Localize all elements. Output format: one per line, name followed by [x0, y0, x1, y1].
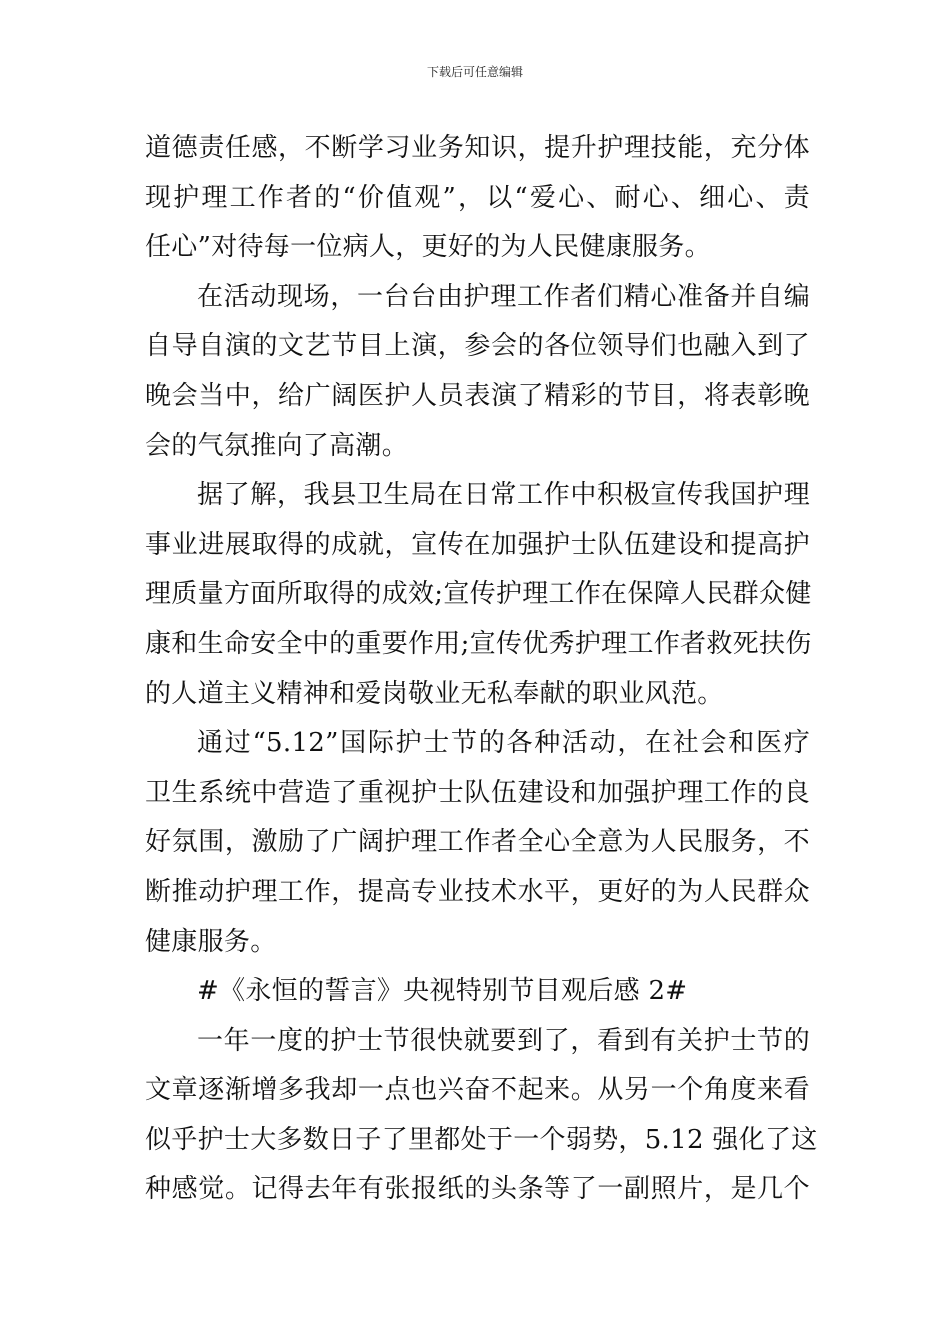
paragraph [145, 124, 810, 273]
text-line: 康和生命安全中的重要作用;宣传优秀护理工作者救死扶伤 [145, 628, 812, 659]
text-line: 道德责任感，不断学习业务知识，提升护理技能，充分体 [145, 133, 810, 163]
text-line: 自导自演的文艺节目上演，参会的各位领导们也融入到了 [145, 331, 810, 362]
text-line: 理质量方面所取得的成效;宣传护理工作在保障人民群众健 [145, 579, 812, 610]
page-header: 下载后可任意编辑 [426, 65, 523, 79]
text-line: 文章逐渐增多我却一点也兴奋不起来。从另一个角度来看 [145, 1075, 810, 1106]
text-line: 断推动护理工作，提高专业技术水平，更好的为人民群众 [145, 876, 810, 907]
paragraph [145, 273, 810, 471]
text-line: 健康服务。 [145, 926, 277, 957]
text-line: 似乎护士大多数日子了里都处于一个弱势，5.12 强化了这 [145, 1124, 818, 1155]
text-line: 好氛围，激励了广阔护理工作者全心全意为人民服务，不 [145, 827, 810, 858]
text-line: 的人道主义精神和爱岗敬业无私奉献的职业风范。 [145, 678, 724, 709]
text-line: 在活动现场，一台台由护理工作者们精心准备并自编 [197, 281, 810, 312]
paragraph [145, 1017, 818, 1215]
text-line: 据了解，我县卫生局在日常工作中积极宣传我国护理 [197, 480, 810, 511]
text-line: 任心”对待每一位病人，更好的为人民健康服务。 [145, 232, 711, 263]
paragraph [145, 967, 810, 1017]
text-line: #《永恒的誓言》央视特别节目观后感 2# [197, 976, 688, 1007]
paragraph [145, 719, 810, 967]
text-line: 通过“5.12”国际护士节的各种活动，在社会和医疗 [197, 728, 810, 759]
text-line: 一年一度的护士节很快就要到了，看到有关护士节的 [197, 1025, 810, 1056]
paragraph [145, 471, 810, 719]
text-line: 现护理工作者的“价值观”，以“爱心、耐心、细心、责 [145, 182, 810, 213]
text-line: 卫生系统中营造了重视护士队伍建设和加强护理工作的良 [145, 777, 810, 808]
document-body [145, 124, 818, 1215]
text-line: 会的气氛推向了高潮。 [145, 430, 409, 461]
text-line: 种感觉。记得去年有张报纸的头条等了一副照片，是几个 [145, 1174, 810, 1205]
text-line: 晚会当中，给广阔医护人员表演了精彩的节目，将表彰晚 [145, 380, 810, 411]
text-line: 事业进展取得的成就，宣传在加强护士队伍建设和提高护 [145, 529, 810, 560]
